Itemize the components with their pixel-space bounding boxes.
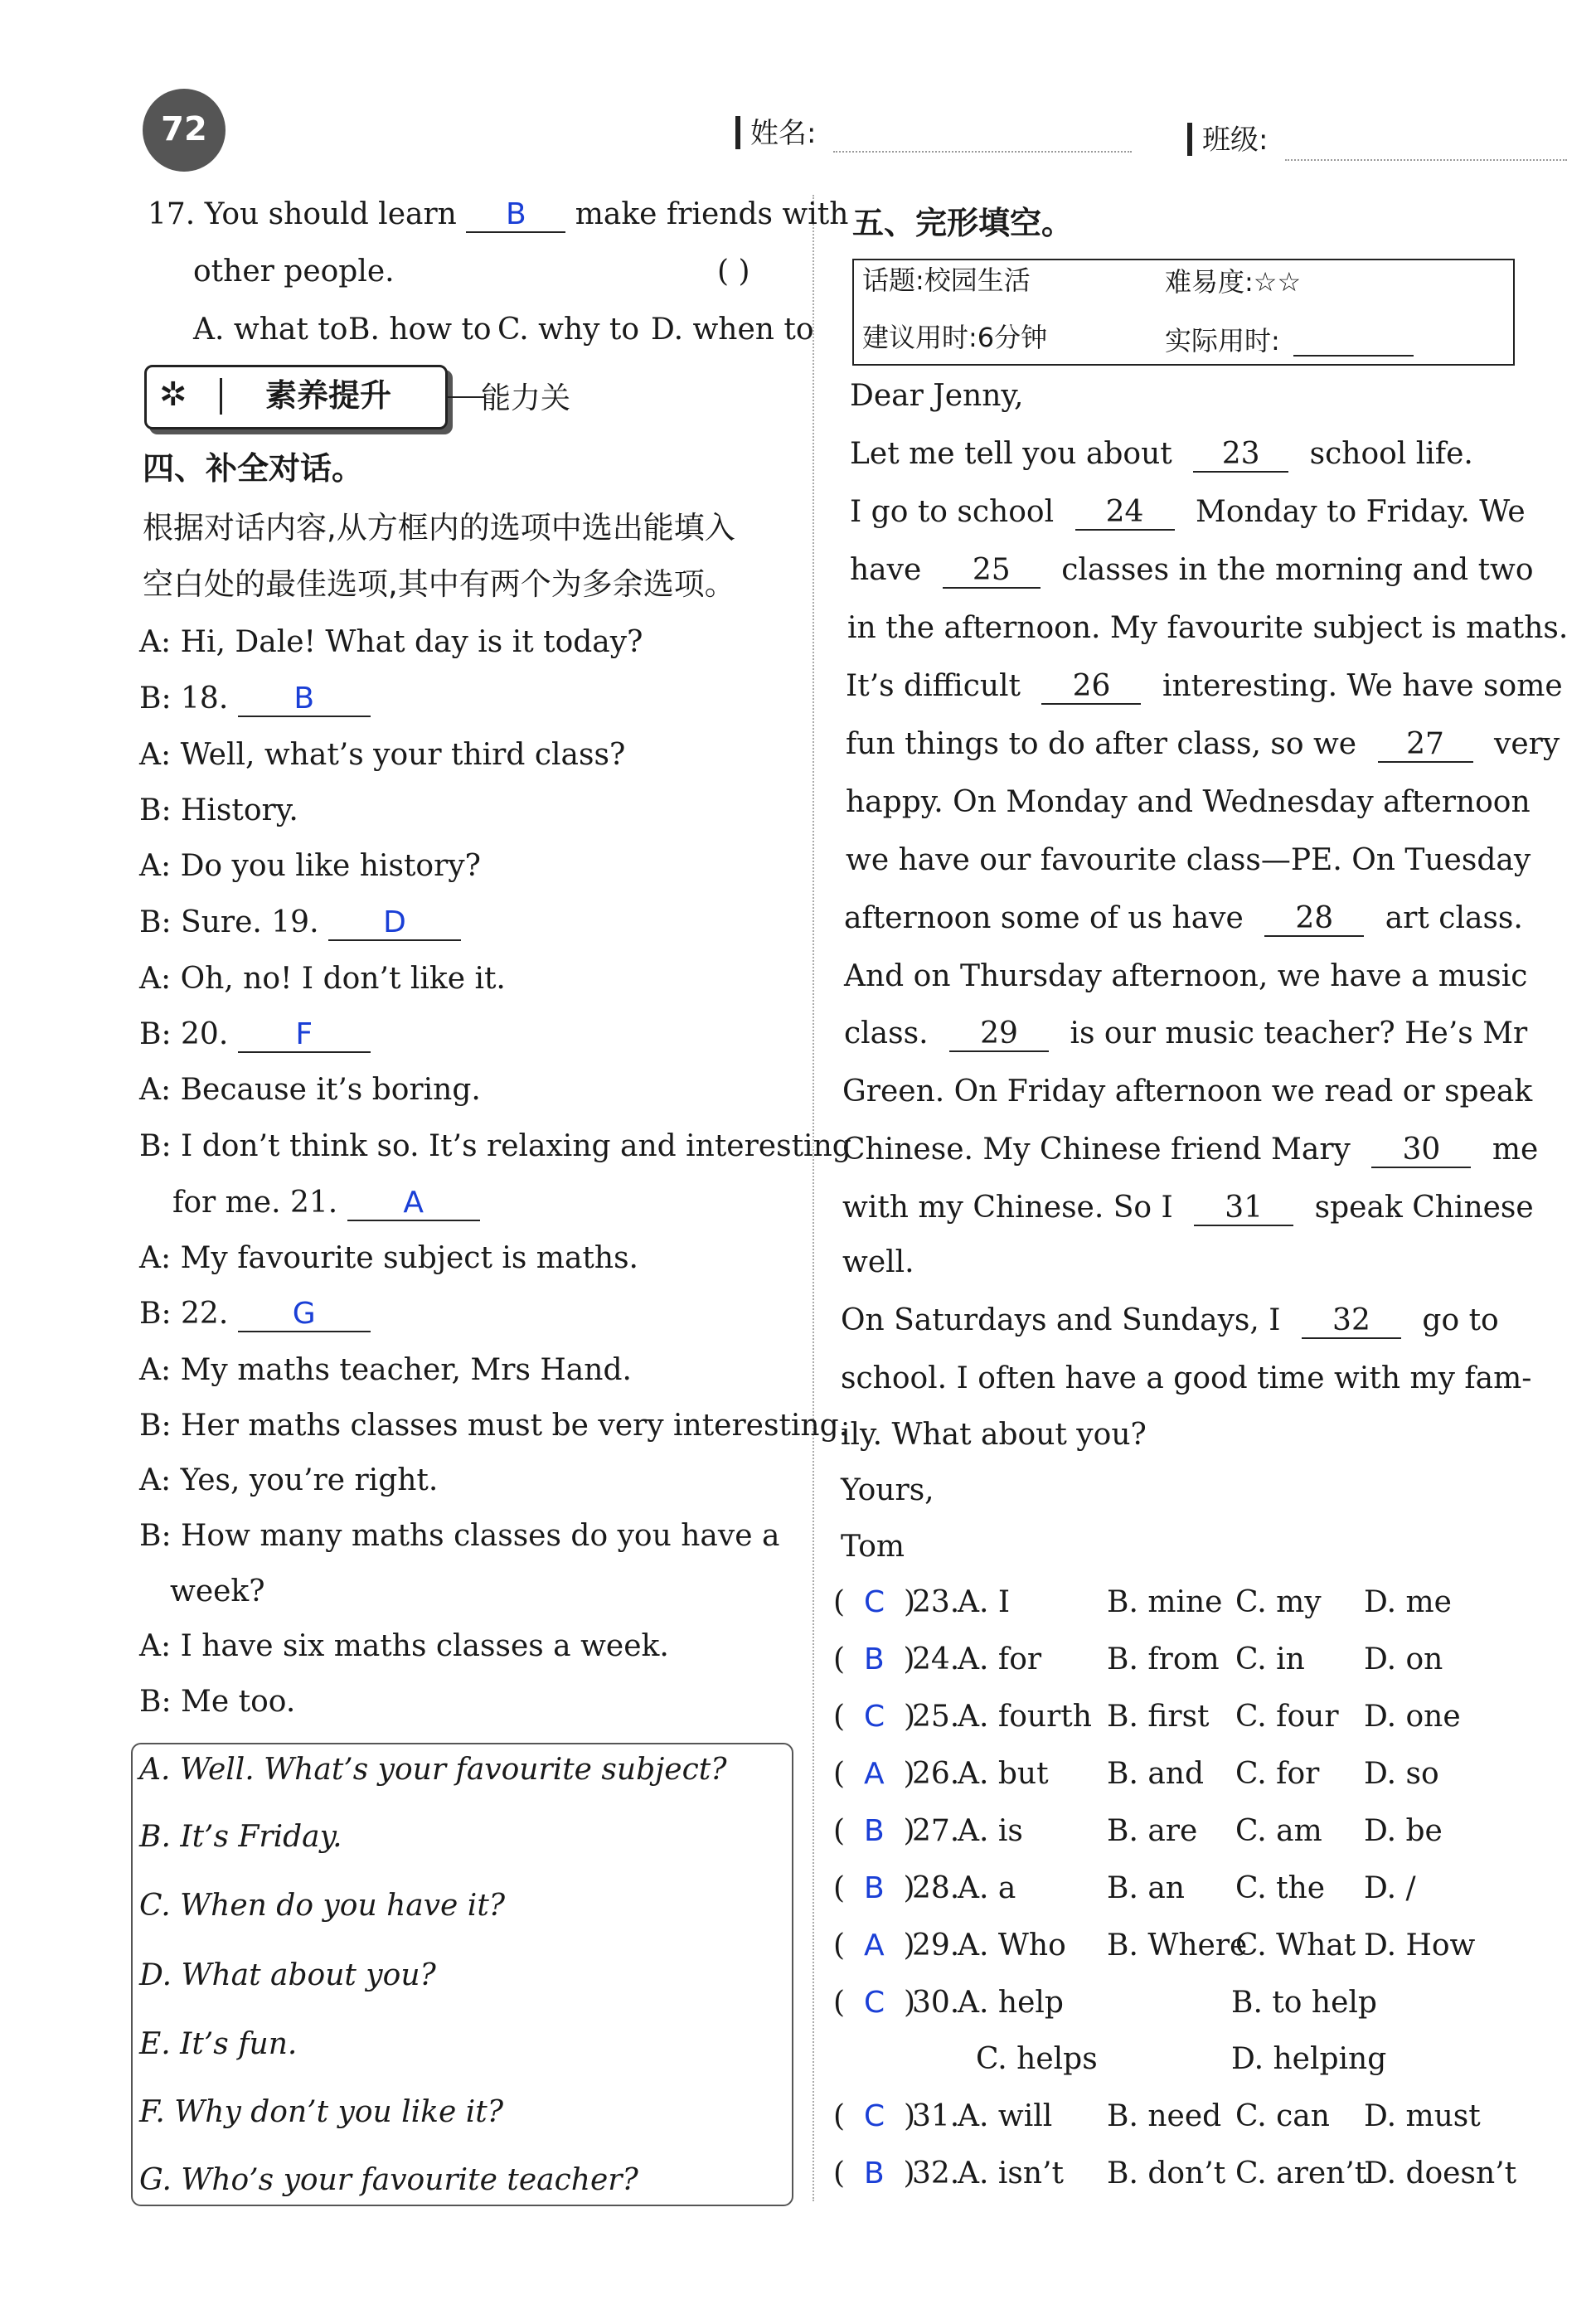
option-f: F. Why don’t you like it? <box>139 2095 503 2129</box>
option-d: D. doesn’t <box>1364 2156 1517 2190</box>
text: On Saturdays and Sundays, I <box>841 1303 1281 1337</box>
option-b: B. from <box>1107 1642 1220 1676</box>
dialogue-blank-18 <box>238 682 371 717</box>
answer-paren: ( C ) <box>833 1585 916 1619</box>
dialogue-text: for me. 21. <box>172 1186 338 1220</box>
network-icon: ✲ <box>159 376 187 414</box>
blank-25: 25 <box>943 554 1041 589</box>
dialogue-line: A: My favourite subject is maths. <box>139 1241 638 1275</box>
option-d: D. What about you? <box>139 1958 436 1992</box>
option-d: D. must <box>1364 2099 1481 2133</box>
option-a: A. fourth <box>958 1700 1092 1734</box>
column-divider <box>813 195 814 2201</box>
passage-line: ily. What about you? <box>841 1418 1147 1452</box>
cloze-question-29 <box>833 1927 1563 1977</box>
q17-line1 <box>148 196 848 234</box>
text: class. <box>844 1016 929 1050</box>
option-b: B. to help <box>1231 1986 1377 2020</box>
dialogue-blank-22 <box>238 1298 371 1332</box>
text: afternoon some of us have <box>844 901 1244 935</box>
text: very <box>1494 727 1560 761</box>
dialogue-line: A: Hi, Dale! What day is it today? <box>139 625 643 659</box>
dialogue-blank-19 <box>328 906 461 941</box>
passage-closing: Yours, <box>841 1473 934 1507</box>
blank-27: 27 <box>1378 728 1473 763</box>
option-a: A. will <box>958 2099 1053 2133</box>
answer-paren: ( B ) <box>833 1814 915 1848</box>
option-c: C. can <box>1235 2099 1330 2133</box>
dialogue-text: B: Sure. 19. <box>139 905 319 939</box>
cloze-question-30 <box>833 1984 1563 2092</box>
cloze-question-23 <box>833 1584 1563 1633</box>
blank-31: 31 <box>1194 1191 1293 1226</box>
banner-subtitle: 能力关 <box>481 381 571 415</box>
cloze-answer: B <box>863 2156 885 2190</box>
q17-answer: B <box>505 197 526 231</box>
passage-line: happy. On Monday and Wednesday afternoon <box>846 785 1531 819</box>
option-d: D. so <box>1364 1757 1439 1791</box>
dialogue-text: B: 18. <box>139 682 229 716</box>
dialogue-line: B: History. <box>139 793 298 827</box>
info-difficulty: 难易度:☆☆ <box>1165 266 1302 298</box>
cloze-answer: C <box>863 1585 885 1619</box>
answer-21: A <box>403 1186 424 1220</box>
dialogue-line: A: Do you like history? <box>139 849 481 883</box>
actual-time-field[interactable] <box>1293 355 1414 357</box>
dialogue-line: B: How many maths classes do you have a <box>139 1519 780 1553</box>
info-topic: 话题:校园生活 <box>862 264 1031 296</box>
passage-line <box>841 1302 1499 1340</box>
cloze-answer: B <box>863 1871 885 1905</box>
answer-18: B <box>293 682 315 716</box>
text: with my Chinese. So I <box>842 1191 1173 1225</box>
blank-23: 23 <box>1193 438 1288 473</box>
option-d: D. on <box>1364 1642 1443 1676</box>
blank-26: 26 <box>1041 670 1141 705</box>
q17-line2: other people. <box>193 255 395 289</box>
dialogue-line <box>139 1016 371 1054</box>
passage-line <box>844 900 1523 938</box>
answer-paren: ( C ) <box>833 2099 916 2133</box>
text: interesting. We have some <box>1162 669 1563 703</box>
option-g: G. Who’s your favourite teacher? <box>139 2163 638 2197</box>
text: I go to school <box>850 495 1055 529</box>
dialogue-line: B: I don’t think so. It’s relaxing and interesting <box>139 1129 851 1163</box>
cloze-question-26 <box>833 1755 1563 1805</box>
option-c: C. my <box>1235 1585 1322 1619</box>
option-c: C. am <box>1235 1814 1322 1848</box>
question-number: 26. <box>912 1757 960 1791</box>
dialogue-blank-21 <box>347 1186 480 1221</box>
text: Chinese. My Chinese friend Mary <box>842 1133 1351 1167</box>
option-c: C. the <box>1235 1871 1326 1905</box>
passage-line <box>850 493 1526 531</box>
option-c: C. for <box>1235 1757 1320 1791</box>
option-c: C. in <box>1235 1642 1305 1676</box>
text: school life. <box>1309 437 1473 471</box>
cloze-answer: B <box>863 1814 885 1848</box>
cloze-answer: C <box>863 1700 885 1734</box>
q17-paren: ( ) <box>717 255 750 289</box>
option-a: A. Well. What’s your favourite subject? <box>139 1753 727 1787</box>
option-c: C. When do you have it? <box>139 1889 506 1923</box>
question-number: 23. <box>912 1585 960 1619</box>
dialogue-line: A: Well, what’s your third class? <box>139 738 626 772</box>
q17-text-post: make friends with <box>575 197 849 231</box>
option-d: D. / <box>1364 1871 1416 1905</box>
option-a: A. a <box>958 1871 1016 1905</box>
passage-line <box>846 667 1563 706</box>
section4-title: 四、补全对话。 <box>143 450 364 487</box>
dialogue-text: B: 20. <box>139 1017 229 1051</box>
section5-title: 五、完形填空。 <box>852 205 1074 241</box>
dialogue-line <box>172 1184 480 1222</box>
question-number: 32. <box>912 2156 960 2190</box>
passage-line <box>842 1189 1534 1227</box>
dialogue-line <box>139 1295 371 1333</box>
cloze-question-27 <box>833 1812 1563 1862</box>
question-number: 28. <box>912 1871 960 1905</box>
text: It’s difficult <box>846 669 1021 703</box>
cloze-question-24 <box>833 1641 1563 1691</box>
q17-option-c: C. why to <box>497 313 640 347</box>
blank-30: 30 <box>1371 1133 1471 1168</box>
blank-29: 29 <box>949 1017 1049 1052</box>
answer-paren: ( A ) <box>833 1757 915 1791</box>
option-c: C. What <box>1235 1928 1356 1962</box>
banner-line <box>445 396 485 398</box>
blank-28: 28 <box>1264 902 1364 937</box>
question-number: 31. <box>912 2099 960 2133</box>
cloze-answer: A <box>863 1757 885 1791</box>
option-b: B. don’t <box>1107 2156 1226 2190</box>
question-number: 30. <box>912 1986 960 2020</box>
name-field[interactable] <box>833 149 1132 153</box>
passage-line <box>842 1131 1538 1169</box>
option-b: B. need <box>1107 2099 1222 2133</box>
cloze-answer: C <box>863 1986 885 2020</box>
option-c: C. aren’t <box>1235 2156 1367 2190</box>
option-b: B. an <box>1107 1871 1185 1905</box>
question-number: 29. <box>912 1928 960 1962</box>
q17-option-b: B. how to <box>348 313 492 347</box>
question-number: 25. <box>912 1700 960 1734</box>
cloze-question-25 <box>833 1698 1563 1748</box>
text: art class. <box>1385 901 1523 935</box>
cloze-question-28 <box>833 1870 1563 1919</box>
answer-paren: ( C ) <box>833 1700 916 1734</box>
option-d: D. helping <box>1231 2042 1387 2076</box>
answer-paren: ( A ) <box>833 1928 915 1962</box>
section4-instruction-2: 空白处的最佳选项,其中有两个为多余选项。 <box>143 566 735 602</box>
option-e: E. It’s fun. <box>139 2027 298 2061</box>
dialogue-line: A: My maths teacher, Mrs Hand. <box>139 1353 632 1387</box>
option-b: B. and <box>1107 1757 1205 1791</box>
option-c: C. helps <box>976 2042 1098 2076</box>
cloze-answer: C <box>863 2099 885 2133</box>
page-number: 72 <box>161 110 207 148</box>
passage-signature: Tom <box>841 1530 905 1564</box>
banner-separator <box>220 378 222 415</box>
passage-greeting: Dear Jenny, <box>850 379 1024 413</box>
dialogue-line: A: Oh, no! I don’t like it. <box>139 962 506 996</box>
answer-paren: ( B ) <box>833 2156 915 2190</box>
passage-line <box>850 551 1534 589</box>
dialogue-line <box>139 904 461 942</box>
option-a: A. help <box>958 1986 1064 2020</box>
option-b: B. are <box>1107 1814 1198 1848</box>
option-a: A. for <box>958 1642 1042 1676</box>
dialogue-text: B: 22. <box>139 1297 229 1331</box>
info-actual-time: 实际用时: <box>1165 325 1280 357</box>
text: me <box>1492 1133 1539 1167</box>
text: go to <box>1422 1303 1499 1337</box>
class-field[interactable] <box>1285 158 1567 161</box>
option-d: D. me <box>1364 1585 1452 1619</box>
text: Let me tell you about <box>850 437 1172 471</box>
passage-line <box>846 725 1560 764</box>
option-b: B. mine <box>1107 1585 1223 1619</box>
dialogue-line: A: Yes, you’re right. <box>139 1463 439 1497</box>
passage-line: well. <box>842 1245 914 1279</box>
answer-paren: ( B ) <box>833 1642 915 1676</box>
option-d: D. How <box>1364 1928 1476 1962</box>
passage-line: And on Thursday afternoon, we have a music <box>844 959 1528 993</box>
text: have <box>850 553 922 587</box>
passage-line: school. I often have a good time with my fam- <box>841 1361 1532 1395</box>
option-a: A. isn’t <box>958 2156 1064 2190</box>
blank-32: 32 <box>1302 1304 1401 1339</box>
dialogue-line: A: I have six maths classes a week. <box>139 1629 669 1663</box>
cloze-question-31 <box>833 2098 1563 2147</box>
class-label: 班级: <box>1202 124 1269 157</box>
dialogue-line: B: Me too. <box>139 1685 296 1719</box>
text: Monday to Friday. We <box>1196 495 1526 529</box>
option-a: A. I <box>958 1585 1011 1619</box>
name-label: 姓名: <box>750 117 817 150</box>
option-c: C. four <box>1235 1700 1339 1734</box>
section4-instruction-1: 根据对话内容,从方框内的选项中选出能填入 <box>143 510 735 546</box>
answer-20: F <box>295 1017 313 1051</box>
q17-text-pre: You should learn <box>204 197 457 231</box>
option-b: B. first <box>1107 1700 1210 1734</box>
option-b: B. Where <box>1107 1928 1248 1962</box>
dialogue-line: week? <box>170 1574 265 1608</box>
info-suggested-time: 建议用时:6分钟 <box>862 322 1048 353</box>
q17-option-d: D. when to <box>651 313 814 347</box>
dialogue-line <box>139 680 371 718</box>
option-b: B. It’s Friday. <box>139 1820 342 1854</box>
text: fun things to do after class, so we <box>846 727 1357 761</box>
option-a: A. is <box>958 1814 1023 1848</box>
passage-line: we have our favourite class—PE. On Tuesday <box>846 843 1531 877</box>
dialogue-line: A: Because it’s boring. <box>139 1073 481 1107</box>
class-marker <box>1187 123 1192 156</box>
question-number: 27. <box>912 1814 960 1848</box>
passage-line: in the afternoon. My favourite subject is maths. <box>847 611 1569 645</box>
cloze-question-32 <box>833 2155 1563 2205</box>
q17-number: 17. <box>148 197 196 231</box>
text: is our music teacher? He’s Mr <box>1070 1016 1528 1050</box>
passage-line <box>844 1015 1527 1053</box>
name-marker <box>735 116 740 149</box>
cloze-questions <box>833 1584 1563 2214</box>
blank-24: 24 <box>1075 496 1175 531</box>
answer-19: D <box>383 905 406 939</box>
text: speak Chinese <box>1314 1191 1534 1225</box>
passage-line <box>850 435 1473 473</box>
answer-paren: ( C ) <box>833 1986 916 2020</box>
dialogue-blank-20 <box>238 1018 371 1053</box>
banner-title: 素养提升 <box>265 377 392 414</box>
answer-paren: ( B ) <box>833 1871 915 1905</box>
text: classes in the morning and two <box>1061 553 1534 587</box>
option-a: A. but <box>958 1757 1049 1791</box>
answer-22: G <box>292 1297 316 1331</box>
cloze-answer: B <box>863 1642 885 1676</box>
option-a: A. Who <box>958 1928 1066 1962</box>
q17-blank <box>466 198 565 233</box>
dialogue-line: B: Her maths classes must be very interesting. <box>139 1409 849 1443</box>
option-d: D. be <box>1364 1814 1443 1848</box>
cloze-answer: A <box>863 1928 885 1962</box>
option-d: D. one <box>1364 1700 1461 1734</box>
passage-line: Green. On Friday afternoon we read or speak <box>842 1075 1533 1109</box>
question-number: 24. <box>912 1642 960 1676</box>
q17-option-a: A. what to <box>193 313 348 347</box>
